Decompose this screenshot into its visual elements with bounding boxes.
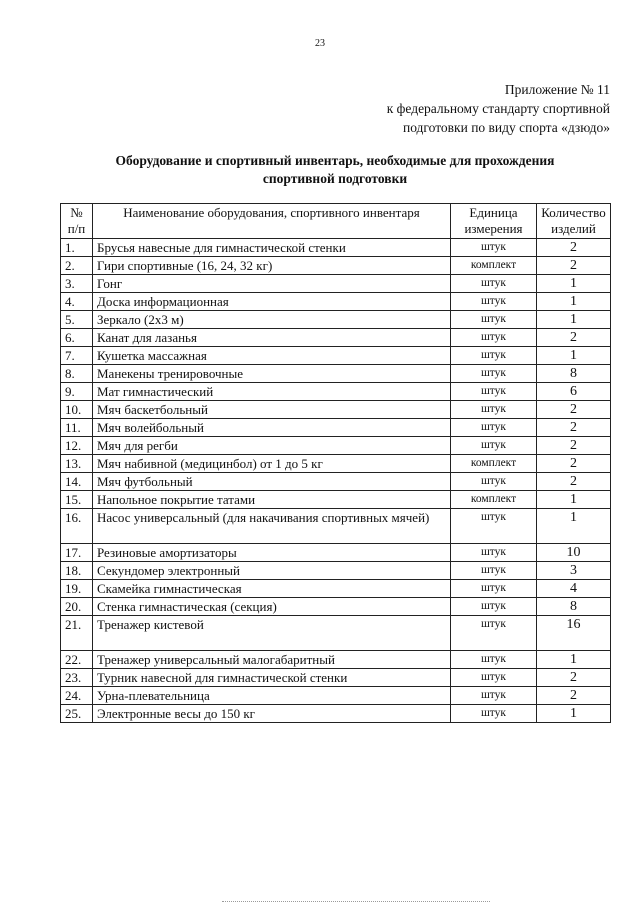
item-quantity: 8 xyxy=(537,598,611,616)
table-row xyxy=(61,687,611,705)
item-unit: штук xyxy=(451,383,537,401)
row-number: 11. xyxy=(61,419,93,437)
equipment-table xyxy=(60,203,611,723)
item-quantity: 1 xyxy=(537,293,611,311)
item-quantity: 3 xyxy=(537,562,611,580)
item-unit: штук xyxy=(451,275,537,293)
item-quantity: 2 xyxy=(537,329,611,347)
item-name: Урна-плевательница xyxy=(93,687,451,705)
item-quantity: 2 xyxy=(537,401,611,419)
table-row xyxy=(61,275,611,293)
item-unit: комплект xyxy=(451,491,537,509)
item-unit: штук xyxy=(451,239,537,257)
item-quantity: 2 xyxy=(537,687,611,705)
item-name: Мяч баскетбольный xyxy=(93,401,451,419)
item-unit: штук xyxy=(451,419,537,437)
item-name: Брусья навесные для гимнастической стенки xyxy=(93,239,451,257)
item-name: Насос универсальный (для накачивания спортивных мячей) xyxy=(93,509,451,544)
table-row xyxy=(61,401,611,419)
item-unit: штук xyxy=(451,473,537,491)
header-num xyxy=(61,204,93,239)
header-num-line-1: № xyxy=(70,205,83,220)
row-number: 23. xyxy=(61,669,93,687)
row-number: 2. xyxy=(61,257,93,275)
table-row xyxy=(61,383,611,401)
header-name: Наименование оборудования, спортивного инвентаря xyxy=(93,204,451,239)
item-quantity: 1 xyxy=(537,705,611,723)
row-number: 3. xyxy=(61,275,93,293)
item-quantity: 2 xyxy=(537,669,611,687)
table-row xyxy=(61,365,611,383)
item-quantity: 4 xyxy=(537,580,611,598)
item-name: Электронные весы до 150 кг xyxy=(93,705,451,723)
row-number: 17. xyxy=(61,544,93,562)
table-row xyxy=(61,419,611,437)
item-name: Гонг xyxy=(93,275,451,293)
item-name: Скамейка гимнастическая xyxy=(93,580,451,598)
page-number: 23 xyxy=(315,38,325,49)
table-header-row xyxy=(61,204,611,239)
item-name: Кушетка массажная xyxy=(93,347,451,365)
item-unit: штук xyxy=(451,580,537,598)
item-quantity: 2 xyxy=(537,257,611,275)
item-unit: штук xyxy=(451,562,537,580)
item-name: Мяч набивной (медицинбол) от 1 до 5 кг xyxy=(93,455,451,473)
row-number: 7. xyxy=(61,347,93,365)
table-row xyxy=(61,562,611,580)
row-number: 19. xyxy=(61,580,93,598)
table-row xyxy=(61,669,611,687)
row-number: 25. xyxy=(61,705,93,723)
appendix-line-3: подготовки по виду спорта «дзюдо» xyxy=(402,120,610,135)
table-row xyxy=(61,651,611,669)
item-quantity: 2 xyxy=(537,473,611,491)
row-number: 20. xyxy=(61,598,93,616)
item-quantity: 1 xyxy=(537,275,611,293)
row-number: 5. xyxy=(61,311,93,329)
item-name: Мат гимнастический xyxy=(93,383,451,401)
item-unit: штук xyxy=(451,669,537,687)
table-row xyxy=(61,455,611,473)
item-unit: штук xyxy=(451,401,537,419)
table-row xyxy=(61,293,611,311)
item-unit: штук xyxy=(451,616,537,651)
table-row xyxy=(61,437,611,455)
table-row xyxy=(61,347,611,365)
table-row xyxy=(61,329,611,347)
row-number: 24. xyxy=(61,687,93,705)
item-quantity: 10 xyxy=(537,544,611,562)
row-number: 12. xyxy=(61,437,93,455)
item-unit: штук xyxy=(451,347,537,365)
item-name: Доска информационная xyxy=(93,293,451,311)
appendix-line-2: к федеральному стандарту спортивной xyxy=(386,101,610,116)
item-quantity: 2 xyxy=(537,239,611,257)
item-name: Турник навесной для гимнастической стенки xyxy=(93,669,451,687)
item-name: Мяч волейбольный xyxy=(93,419,451,437)
document-title-line-1: Оборудование и спортивный инвентарь, необходимые для прохождения xyxy=(115,153,555,168)
table-row xyxy=(61,598,611,616)
item-unit: штук xyxy=(451,651,537,669)
item-unit: штук xyxy=(451,311,537,329)
item-name: Гири спортивные (16, 24, 32 кг) xyxy=(93,257,451,275)
table-row xyxy=(61,616,611,651)
item-name: Секундомер электронный xyxy=(93,562,451,580)
item-name: Напольное покрытие татами xyxy=(93,491,451,509)
table-row xyxy=(61,509,611,544)
header-qty-line-2: изделий xyxy=(551,221,596,236)
item-quantity: 2 xyxy=(537,455,611,473)
item-quantity: 1 xyxy=(537,509,611,544)
header-unit xyxy=(451,204,537,239)
row-number: 13. xyxy=(61,455,93,473)
row-number: 9. xyxy=(61,383,93,401)
item-name: Тренажер универсальный малогабаритный xyxy=(93,651,451,669)
item-unit: комплект xyxy=(451,257,537,275)
item-unit: штук xyxy=(451,598,537,616)
header-unit-line-2: измерения xyxy=(464,221,523,236)
row-number: 1. xyxy=(61,239,93,257)
item-name: Резиновые амортизаторы xyxy=(93,544,451,562)
item-name: Зеркало (2х3 м) xyxy=(93,311,451,329)
item-quantity: 2 xyxy=(537,419,611,437)
item-unit: штук xyxy=(451,544,537,562)
item-quantity: 1 xyxy=(537,491,611,509)
header-num-line-2: п/п xyxy=(67,221,86,236)
table-row xyxy=(61,239,611,257)
row-number: 6. xyxy=(61,329,93,347)
item-unit: штук xyxy=(451,437,537,455)
item-quantity: 16 xyxy=(537,616,611,651)
row-number: 18. xyxy=(61,562,93,580)
table-row xyxy=(61,257,611,275)
item-name: Стенка гимнастическая (секция) xyxy=(93,598,451,616)
document-title-line-2: спортивной подготовки xyxy=(262,171,408,186)
row-number: 15. xyxy=(61,491,93,509)
item-quantity: 6 xyxy=(537,383,611,401)
table-row xyxy=(61,491,611,509)
row-number: 10. xyxy=(61,401,93,419)
document-title xyxy=(40,152,630,188)
row-number: 22. xyxy=(61,651,93,669)
item-unit: штук xyxy=(451,509,537,544)
row-number: 4. xyxy=(61,293,93,311)
item-name: Мяч футбольный xyxy=(93,473,451,491)
item-unit: штук xyxy=(451,365,537,383)
header-qty-line-1: Количество xyxy=(541,205,606,220)
table-row xyxy=(61,544,611,562)
item-unit: комплект xyxy=(451,455,537,473)
row-number: 14. xyxy=(61,473,93,491)
header-unit-line-1: Единица xyxy=(469,205,518,220)
item-name: Манекены тренировочные xyxy=(93,365,451,383)
item-quantity: 8 xyxy=(537,365,611,383)
scan-edge-divider xyxy=(222,901,490,902)
row-number: 16. xyxy=(61,509,93,544)
item-unit: штук xyxy=(451,687,537,705)
appendix-header xyxy=(387,80,610,137)
header-qty xyxy=(537,204,611,239)
row-number: 8. xyxy=(61,365,93,383)
table-row xyxy=(61,473,611,491)
appendix-line-1: Приложение № 11 xyxy=(504,82,610,97)
row-number: 21. xyxy=(61,616,93,651)
item-quantity: 1 xyxy=(537,651,611,669)
item-quantity: 1 xyxy=(537,347,611,365)
item-name: Тренажер кистевой xyxy=(93,616,451,651)
table-row xyxy=(61,580,611,598)
item-unit: штук xyxy=(451,293,537,311)
item-name: Мяч для регби xyxy=(93,437,451,455)
item-name: Канат для лазанья xyxy=(93,329,451,347)
table-row xyxy=(61,705,611,723)
item-unit: штук xyxy=(451,705,537,723)
item-quantity: 1 xyxy=(537,311,611,329)
item-quantity: 2 xyxy=(537,437,611,455)
item-unit: штук xyxy=(451,329,537,347)
table-row xyxy=(61,311,611,329)
